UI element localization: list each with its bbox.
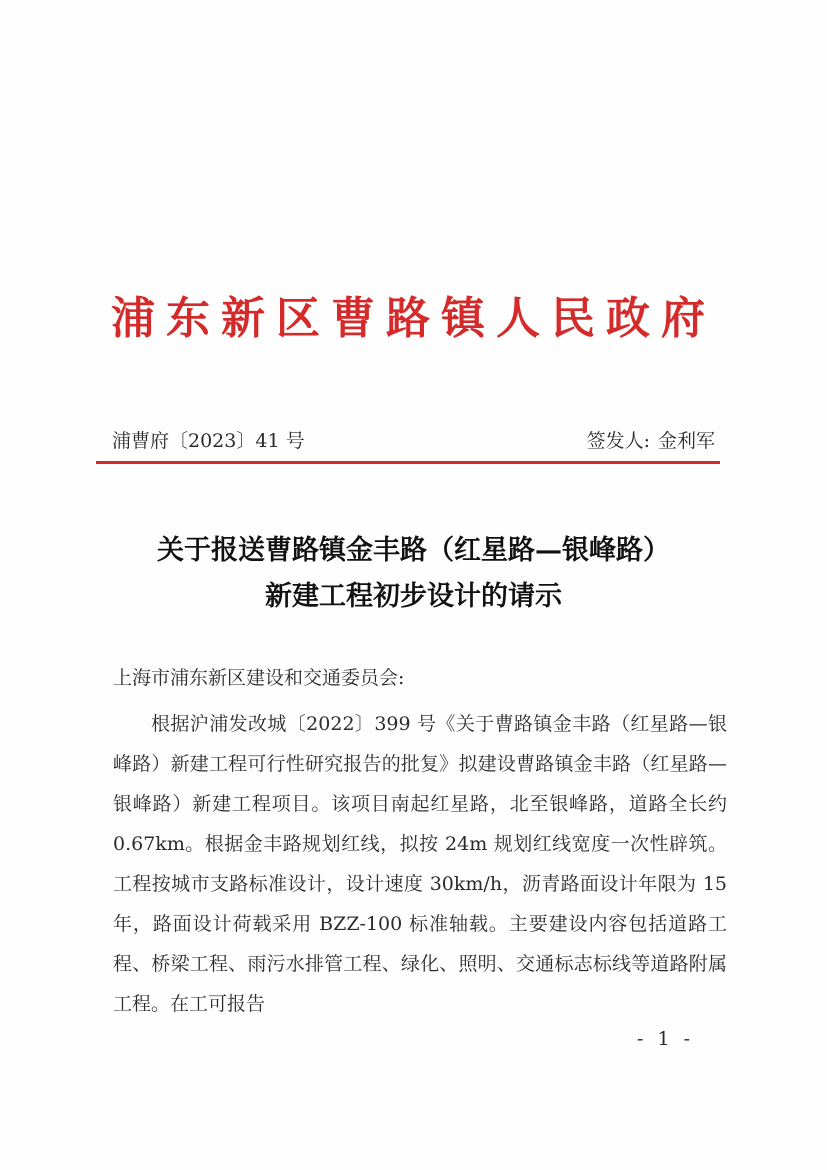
title-line-2: 新建工程初步设计的请示	[265, 581, 562, 612]
body-paragraph: 根据沪浦发改城〔2022〕399 号《关于曹路镇金丰路（红星路—银峰路）新建工程可行性研究报告的批复》拟建设曹路镇金丰路（红星路—银峰路）新建工程项目。该项目南起红星路，北至银峰路，道路全长约 0.67km。根据金丰路规划红线，拟按 24m 规划红线宽度一次性辟筑。工程按城市支路标准设计，设计速度 30km/h，沥青路面设计年限为 15 年，路面设计荷载采用 BZZ-100 标准轴载。主要建设内容包括道路工程、桥梁工程、雨污水排管工程、绿化、照明、交通标志标线等道路附属工程。在工可报告	[113, 713, 727, 1015]
title-line-1: 关于报送曹路镇金丰路（红星路—银峰路）	[157, 535, 670, 566]
addressee: 上海市浦东新区建设和交通委员会:	[113, 667, 405, 689]
document-title	[0, 528, 827, 620]
issuing-organization: 浦东新区曹路镇人民政府	[111, 293, 716, 344]
document-number: 浦曹府〔2023〕41 号	[112, 430, 305, 452]
red-divider-line	[96, 461, 720, 464]
signer-name: 金利军	[657, 430, 715, 452]
signer-label: 签发人:	[586, 430, 650, 452]
signer-block	[587, 426, 715, 453]
page-number: - 1 -	[637, 1028, 695, 1050]
